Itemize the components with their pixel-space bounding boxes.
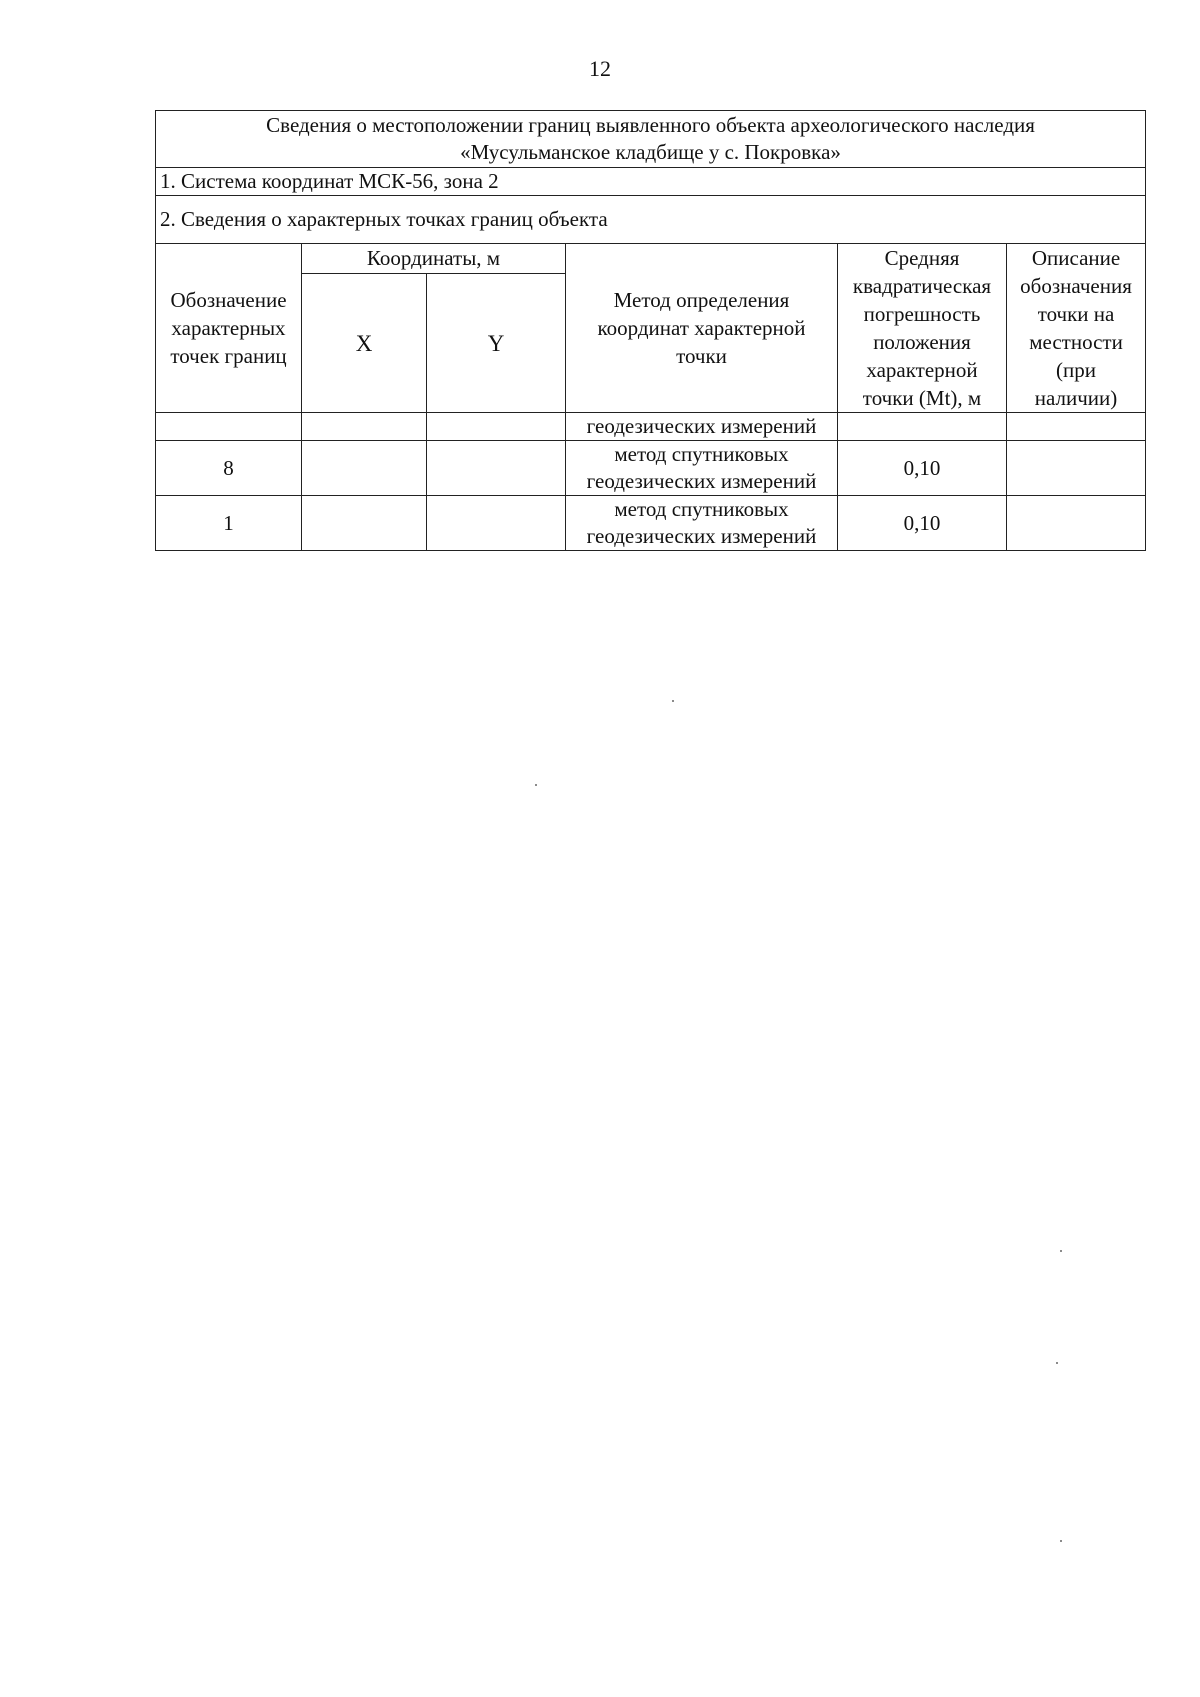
description-header	[1007, 244, 1146, 413]
error-cell: 0,10	[838, 496, 1007, 551]
method-cell	[566, 441, 838, 496]
description-header-line-4: местности	[1029, 330, 1123, 354]
table-row	[156, 441, 1146, 496]
point-cell: 8	[156, 441, 302, 496]
x-cell	[302, 413, 427, 441]
point-cell	[156, 413, 302, 441]
description-cell	[1007, 496, 1146, 551]
method-header-line-1: Метод определения	[613, 288, 790, 312]
coordinates-header: Координаты, м	[302, 244, 566, 274]
method-cell-line-2: геодезических измерений	[586, 524, 817, 548]
table-title-line-2: «Мусульманское кладбище у с. Покровка»	[460, 140, 841, 164]
method-cell-line-1: метод спутниковых	[614, 497, 789, 521]
point-cell: 1	[156, 496, 302, 551]
table-title-line-1: Сведения о местоположении границ выявленного объекта археологического наследия	[266, 113, 1035, 137]
method-cell	[566, 413, 838, 441]
scan-speck	[1060, 1540, 1062, 1542]
scan-speck	[1060, 1250, 1062, 1252]
description-header-line-1: Описание	[1031, 246, 1121, 270]
table-title	[156, 111, 1146, 168]
point-label-line-2: характерных	[171, 316, 286, 340]
scan-speck	[535, 784, 537, 786]
error-header-line-6: точки (Mt), м	[862, 386, 982, 410]
y-cell	[427, 413, 566, 441]
error-header-line-1: Средняя	[884, 246, 960, 270]
description-header-line-2: обозначения	[1020, 274, 1132, 298]
error-header-line-4: положения	[873, 330, 971, 354]
page-number: 12	[589, 56, 611, 81]
scan-speck	[1056, 1362, 1058, 1364]
error-cell: 0,10	[838, 441, 1007, 496]
description-header-line-6: наличии)	[1034, 386, 1118, 410]
error-cell	[838, 413, 1007, 441]
error-header-line-3: погрешность	[863, 302, 981, 326]
description-cell	[1007, 413, 1146, 441]
method-cell-line-1: геодезических измерений	[586, 414, 817, 438]
coordinate-system-section: 1. Система координат МСК-56, зона 2	[156, 168, 1146, 196]
error-header-line-2: квадратическая	[852, 274, 992, 298]
table-row	[156, 413, 1146, 441]
method-cell-line-1: метод спутниковых	[614, 442, 789, 466]
error-header-line-5: характерной	[866, 358, 978, 382]
point-label-line-3: точек границ	[170, 344, 287, 368]
description-cell	[1007, 441, 1146, 496]
method-header-line-3: точки	[676, 344, 727, 368]
scan-speck	[672, 700, 674, 702]
y-cell	[427, 496, 566, 551]
x-cell	[302, 496, 427, 551]
point-label-line-1: Обозначение	[170, 288, 287, 312]
method-cell	[566, 496, 838, 551]
y-cell	[427, 441, 566, 496]
boundary-points-table	[155, 110, 1146, 551]
description-header-line-5: (при	[1056, 358, 1097, 382]
error-header	[838, 244, 1007, 413]
points-section-heading: 2. Сведения о характерных точках границ объекта	[156, 196, 1146, 244]
description-header-line-3: точки на	[1037, 302, 1115, 326]
y-column-header: Y	[427, 274, 566, 413]
x-cell	[302, 441, 427, 496]
method-cell-line-2: геодезических измерений	[586, 469, 817, 493]
x-column-header: X	[302, 274, 427, 413]
table-row	[156, 496, 1146, 551]
method-header	[566, 244, 838, 413]
point-label-header	[156, 244, 302, 413]
method-header-line-2: координат характерной	[597, 316, 806, 340]
